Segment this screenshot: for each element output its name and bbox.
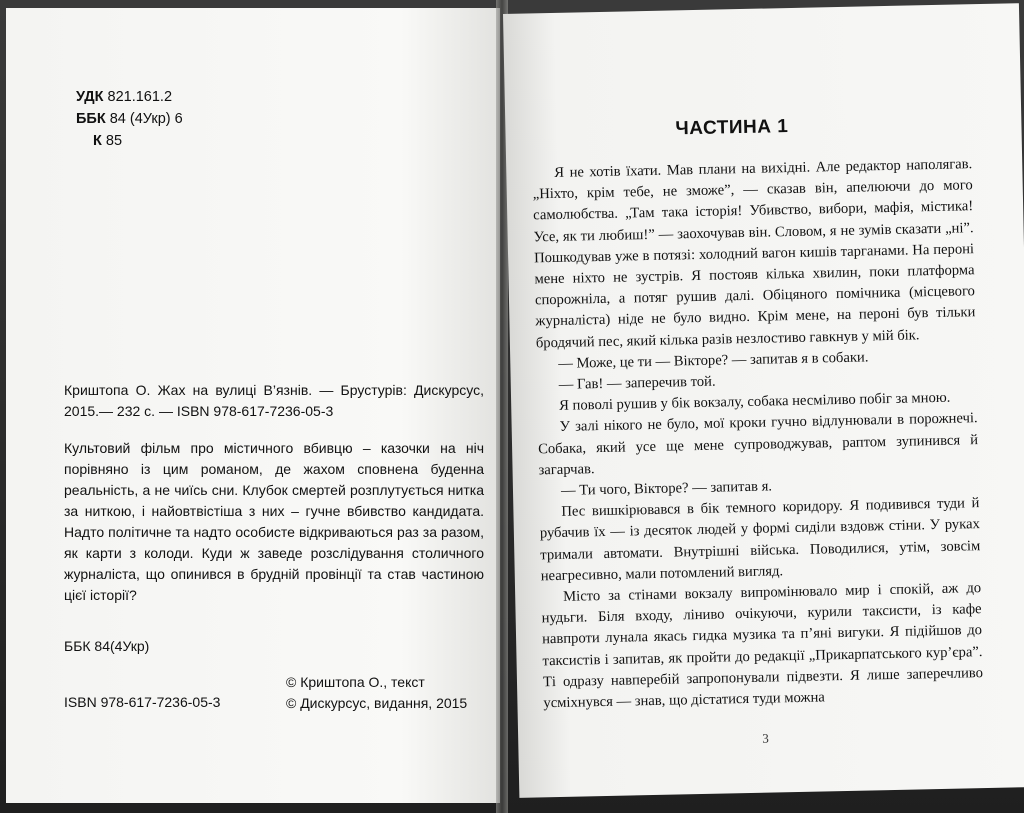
paragraph: — Ти чого, Вікторе? — запитав я. [560, 478, 773, 499]
paragraph: — Може, це ти — Вікторе? — запитав я в собаки. [558, 349, 869, 372]
bibliographic-record: Криштопа О. Жах на вулиці В’язнів. — Брустурів: Дискурсус, 2015.— 232 с. — ISBN 978-617-7236-05-3 [64, 382, 484, 419]
paragraph: — Гав! — заперечив той. [558, 373, 716, 393]
k-value: 85 [105, 133, 123, 149]
paragraph: Я не хотів їхати. Мав плани на вихідні. Але редактор наполягав. „Ніхто, крім тебе, не зможе”, — сказав він, апелюючи до мого самолюбства. „Там така історія! Убивство, вибори, мафія, містика! Усе, як ти любиш!” — заохочував він. Словом, я не зумів сказати „ні”. Пошкодував уже в потязі: холодний вагон кишів тарганами. На пероні мене ніхто не зустрів. Я постояв кілька хвилин, поки платформа спорожніла, а потяг рушив далі. Обіцяного помічника (місцевого журналіста) ніде не було видно. Крім мене, на пероні був тільки бродячий пес, який кілька разів незлостиво гавкнув у мій бік. [532, 156, 976, 352]
bbk-footer: ББК 84(4Укр) [64, 638, 150, 654]
udk-label: УДК [76, 89, 104, 105]
isbn-footer: ISBN 978-617-7236-05-3 [64, 694, 221, 710]
right-page [503, 3, 1024, 798]
k-label: К [93, 133, 102, 149]
k-line [76, 130, 183, 152]
left-page [6, 8, 500, 803]
catalog-codes [76, 86, 183, 152]
copyright-block [286, 672, 467, 714]
copyright-publisher: © Дискурсус, видання, 2015 [286, 695, 468, 711]
paragraph: У залі нікого не було, мої кроки гучно відлунювали в порожнечі. Собака, який усе ще мене супроводжував, раптом зупинився й загарчав. [537, 410, 979, 479]
paragraph: Місто за стінами вокзалу випромінювало мир і спокій, аж до нудьги. Біля входу, ліниво очікуючи, курили таксисти, із кафе навпроти лунала якась гидка музика та п’яні вигуки. Я підійшов до таксистів і запитав, як пройти до редакції „Прикарпатського кур’єра”. Ті одразу навперебій запропонували підвезти. Я лише заперечливо усміхнувся — знав, що дістатися туди можна [541, 580, 984, 712]
chapter-title: ЧАСТИНА 1 [675, 116, 789, 140]
chapter-body [532, 154, 983, 714]
bbk-label: ББК [76, 111, 106, 127]
book-annotation: Культовий фільм про містичного вбивцю – казочки на ніч порівняно із цим романом, де жахом сповнена буденна реальність, а не чиїсь сни. Клубок смертей розплутується нитка за ниткою, і найовтвістіша з них – гучне вбивство кандидата. Надто політичне та надто особисте відкриваються раз за разом, як карти з колоди. Куди ж заведе розслідування столичного журналіста, що опинився в брудній провінції та став частиною цієї історії? [64, 440, 484, 603]
bbk-value: 84 (4Укр) 6 [109, 111, 183, 127]
copyright-author: © Криштопа О., текст [286, 674, 425, 690]
udk-value: 821.161.2 [107, 89, 173, 105]
paragraph: Пес вишкірювався в бік темного коридору. Я подивився туди й рубачив їх — із десяток людей у формі сиділи вздовж стіни. У руках тримали автомати. Внутрішні війська. Поводилися, утім, зовсім неагресивно, мали потомлений вигляд. [539, 495, 981, 585]
udk-line [76, 86, 183, 108]
paragraph: Я поволі рушив у бік вокзалу, собака несміливо побіг за мною. [559, 389, 951, 415]
page-number: 3 [762, 730, 769, 746]
bbk-line [76, 108, 183, 130]
